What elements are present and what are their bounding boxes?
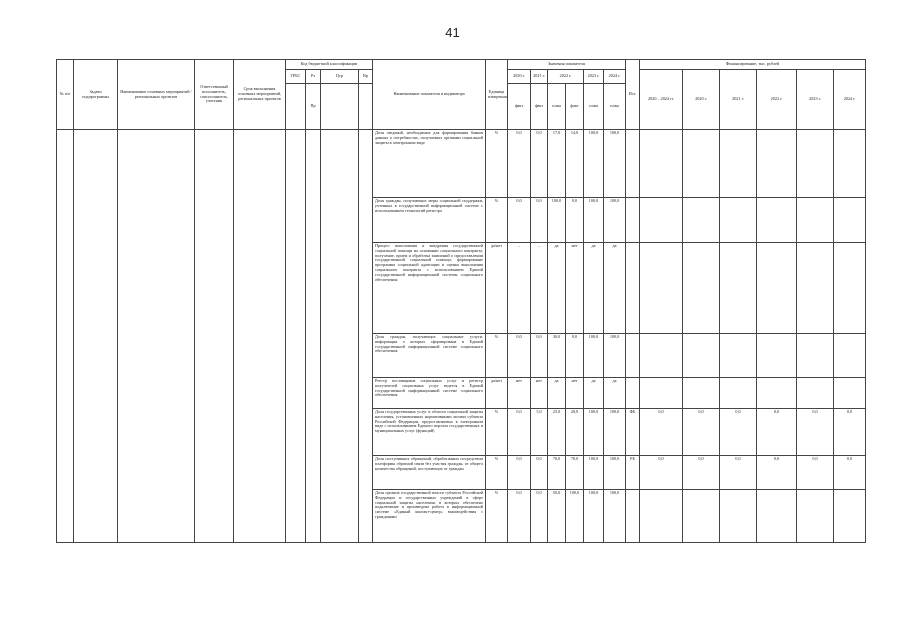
unit-cell: % xyxy=(486,198,508,243)
unit-cell: % xyxy=(486,409,508,456)
value-cell: 5,0 xyxy=(531,409,548,456)
value-cell: 25,0 xyxy=(548,409,566,456)
header-finance-year: 2020 – 2024 гг. xyxy=(640,70,683,130)
finance-cell: 0,0 xyxy=(834,409,866,456)
value-cell: 100,0 xyxy=(548,198,566,243)
finance-cell xyxy=(640,243,683,334)
ist-cell xyxy=(626,334,640,378)
value-cell: да xyxy=(548,378,566,409)
unit-cell: % xyxy=(486,490,508,543)
finance-cell xyxy=(757,334,797,378)
value-cell: 0,0 xyxy=(531,490,548,543)
value-cell: 100,0 xyxy=(584,409,604,456)
finance-cell xyxy=(757,490,797,543)
finance-cell: 0,0 xyxy=(757,409,797,456)
cell-grbs xyxy=(286,130,306,543)
finance-cell xyxy=(683,490,720,543)
value-cell: 70,0 xyxy=(566,456,584,490)
header-budget-sub xyxy=(286,84,306,130)
value-cell: 0,0 xyxy=(508,198,531,243)
value-cell: 100,0 xyxy=(604,130,626,198)
value-cell: 100,0 xyxy=(604,334,626,378)
header-indicator: Наименование показателя и индикатора xyxy=(373,60,486,130)
cell-csr xyxy=(321,130,359,543)
value-cell: 0,0 xyxy=(531,198,548,243)
value-cell: 100,0 xyxy=(584,130,604,198)
header-budget-sub xyxy=(321,84,359,130)
finance-cell xyxy=(720,490,757,543)
header-responsible: Ответственный исполнитель, соисполнитель, участник xyxy=(195,60,234,130)
finance-cell: 0,0 xyxy=(797,409,834,456)
value-cell: нет xyxy=(566,378,584,409)
finance-cell xyxy=(720,243,757,334)
header-year: 2024 г. xyxy=(604,70,626,84)
value-cell: 14,0 xyxy=(566,130,584,198)
value-cell: 100,0 xyxy=(604,198,626,243)
finance-cell: 0,0 xyxy=(683,409,720,456)
unit-cell: % xyxy=(486,130,508,198)
ist-cell: РБ xyxy=(626,456,640,490)
finance-cell: 0,0 xyxy=(797,456,834,490)
header-name: Наименование основных мероприятий / региональных проектов xyxy=(118,60,195,130)
unit-cell: % xyxy=(486,456,508,490)
indicator-text: Процесс выполнения и внедрения государственной социальной помощи на основании социального контракта, получение, прием и обработка заявлений о предоставлении государственной социальной помощи, формирование программы социальной адаптации и оценка выполнения социального контракта с использованием Единой государственной информационной системы социального обеспечения xyxy=(373,243,486,334)
finance-cell xyxy=(720,378,757,409)
finance-cell xyxy=(834,490,866,543)
header-finance-year: 2023 г. xyxy=(797,70,834,130)
finance-cell xyxy=(834,378,866,409)
header-budget-code: Рз xyxy=(306,70,321,84)
header-year: 2021 г. xyxy=(531,70,548,84)
finance-cell xyxy=(834,243,866,334)
value-cell: да xyxy=(604,243,626,334)
value-cell: нет xyxy=(531,378,548,409)
value-cell: 0,0 xyxy=(508,409,531,456)
value-cell: 100,0 xyxy=(604,490,626,543)
header-value-sub: факт xyxy=(566,84,584,130)
ist-cell: ФБ xyxy=(626,409,640,456)
value-cell: 0,0 xyxy=(531,334,548,378)
finance-cell xyxy=(720,198,757,243)
indicator-text: Доля граждан, получающих социальные услуги, информация о которых сформирована в Единой государственной информационной системе социального обеспечения xyxy=(373,334,486,378)
cell-name xyxy=(118,130,195,543)
value-cell: 17,0 xyxy=(548,130,566,198)
ist-cell xyxy=(626,198,640,243)
header-value-sub: факт xyxy=(531,84,548,130)
finance-cell xyxy=(640,378,683,409)
unit-cell: % xyxy=(486,334,508,378)
header-budget-group: Код бюджетной классификации xyxy=(286,60,373,70)
cell-responsible xyxy=(195,130,234,543)
value-cell: 50,0 xyxy=(548,490,566,543)
finance-cell xyxy=(683,130,720,198)
cell-deadline xyxy=(234,130,286,543)
ist-cell xyxy=(626,378,640,409)
indicator-text: Доля поступивших обращений, обработанных посредством платформы обратной связи без участия граждан, от общего количества обращений, поступающих от граждан xyxy=(373,456,486,490)
finance-cell: 0,0 xyxy=(834,456,866,490)
header-budget-sub: Пр xyxy=(306,84,321,130)
value-cell: 0,0 xyxy=(566,334,584,378)
page-number: 41 xyxy=(445,25,460,40)
finance-cell xyxy=(797,243,834,334)
finance-cell xyxy=(797,334,834,378)
header-year: 2023 г. xyxy=(584,70,604,84)
value-cell: 100,0 xyxy=(604,456,626,490)
value-cell: 0,0 xyxy=(508,490,531,543)
header-budget-sub xyxy=(359,84,373,130)
value-cell: 0,0 xyxy=(508,130,531,198)
header-year: 2020 г. xyxy=(508,70,531,84)
header-value-sub: план xyxy=(604,84,626,130)
header-finance-year: 2020 г. xyxy=(683,70,720,130)
header-value-sub: план xyxy=(584,84,604,130)
finance-cell: 0,0 xyxy=(720,409,757,456)
finance-cell: 0,0 xyxy=(640,456,683,490)
table-row xyxy=(57,130,866,198)
finance-cell xyxy=(640,490,683,543)
ist-cell xyxy=(626,490,640,543)
cell-rz xyxy=(306,130,321,543)
header-budget-code: ГРБС xyxy=(286,70,306,84)
header-finance-group: Финансирование, тыс. рублей xyxy=(640,60,866,70)
header-values-group: Значения показателя xyxy=(508,60,626,70)
value-cell: 100,0 xyxy=(566,490,584,543)
value-cell: 30,0 xyxy=(548,334,566,378)
finance-cell xyxy=(834,334,866,378)
finance-cell xyxy=(834,198,866,243)
finance-cell xyxy=(797,198,834,243)
finance-cell xyxy=(683,198,720,243)
finance-cell xyxy=(640,198,683,243)
indicator-text: Реестр поставщиков социальных услуг и регистр получателей социальных услуг ведется в Единой государственной информационной системе социального обеспечения xyxy=(373,378,486,409)
header-finance-year: 2022 г. xyxy=(757,70,797,130)
value-cell: 100,0 xyxy=(584,490,604,543)
finance-cell xyxy=(640,130,683,198)
unit-cell: да/нет xyxy=(486,243,508,334)
value-cell: нет xyxy=(566,243,584,334)
value-cell: нет xyxy=(508,378,531,409)
header-year: 2022 г. xyxy=(548,70,584,84)
value-cell: 0,0 xyxy=(566,198,584,243)
cell-no xyxy=(57,130,74,543)
header-subprogram: Задачи подпрограммы xyxy=(74,60,118,130)
indicator-text: Доля граждан, получающих меры социальной поддержки, учтенных в государственной информационной системе с использованием технологий регистра xyxy=(373,198,486,243)
header-unit: Единица измерения xyxy=(486,60,508,130)
ist-cell xyxy=(626,130,640,198)
finance-cell xyxy=(834,130,866,198)
finance-cell xyxy=(720,334,757,378)
value-cell: 0,0 xyxy=(531,130,548,198)
finance-cell xyxy=(797,130,834,198)
finance-cell xyxy=(757,378,797,409)
finance-cell xyxy=(683,243,720,334)
value-cell: 20,0 xyxy=(566,409,584,456)
value-cell: да xyxy=(604,378,626,409)
header-budget-code: Вр xyxy=(359,70,373,84)
header-budget-code: Цср xyxy=(321,70,359,84)
value-cell: 0,0 xyxy=(508,334,531,378)
finance-cell xyxy=(683,334,720,378)
value-cell: 70,0 xyxy=(548,456,566,490)
value-cell: – xyxy=(508,243,531,334)
finance-cell: 0,0 xyxy=(757,456,797,490)
indicator-text: Доля государственных услуг в области социальной защиты населения, установленных нормативными актами субъекта Российской Федерации, предоставляемых в электронном виде с использованием Единого портала государственных и муниципальных услуг (функций) xyxy=(373,409,486,456)
header-deadline: Срок выполнения основных мероприятий, региональных проектов xyxy=(234,60,286,130)
header-ist: Ист. xyxy=(626,60,640,130)
finance-cell xyxy=(757,243,797,334)
unit-cell: да/нет xyxy=(486,378,508,409)
header-no: № п/п xyxy=(57,60,74,130)
program-table xyxy=(56,59,866,543)
finance-cell xyxy=(720,130,757,198)
value-cell: 0,0 xyxy=(508,456,531,490)
value-cell: – xyxy=(531,243,548,334)
value-cell: да xyxy=(584,243,604,334)
indicator-text: Доля сведений, необходимых для формирования банков данных о потребностях, получаемых органами социальной защиты в электронном виде xyxy=(373,130,486,198)
value-cell: 100,0 xyxy=(584,198,604,243)
value-cell: 100,0 xyxy=(584,334,604,378)
finance-cell xyxy=(797,378,834,409)
finance-cell xyxy=(797,490,834,543)
value-cell: 100,0 xyxy=(604,409,626,456)
finance-cell xyxy=(757,198,797,243)
finance-cell xyxy=(683,378,720,409)
finance-cell xyxy=(640,334,683,378)
finance-cell: 0,0 xyxy=(640,409,683,456)
finance-cell: 0,0 xyxy=(683,456,720,490)
header-finance-year: 2024 г. xyxy=(834,70,866,130)
value-cell: да xyxy=(548,243,566,334)
indicator-text: Доля органов государственной власти субъекта Российской Федерации и государственных учреждений в сфере социальной защиты населения, в которых обеспечено подключение и произведена работа в информационной системе «Единый контакт-центр» взаимодействия с гражданами xyxy=(373,490,486,543)
header-value-sub: план xyxy=(548,84,566,130)
value-cell: 100,0 xyxy=(584,456,604,490)
value-cell: 0,0 xyxy=(531,456,548,490)
finance-cell xyxy=(757,130,797,198)
finance-cell: 0,0 xyxy=(720,456,757,490)
cell-vr xyxy=(359,130,373,543)
ist-cell xyxy=(626,243,640,334)
header-value-sub: факт xyxy=(508,84,531,130)
cell-subprogram xyxy=(74,130,118,543)
value-cell: да xyxy=(584,378,604,409)
header-finance-year: 2021 г. xyxy=(720,70,757,130)
